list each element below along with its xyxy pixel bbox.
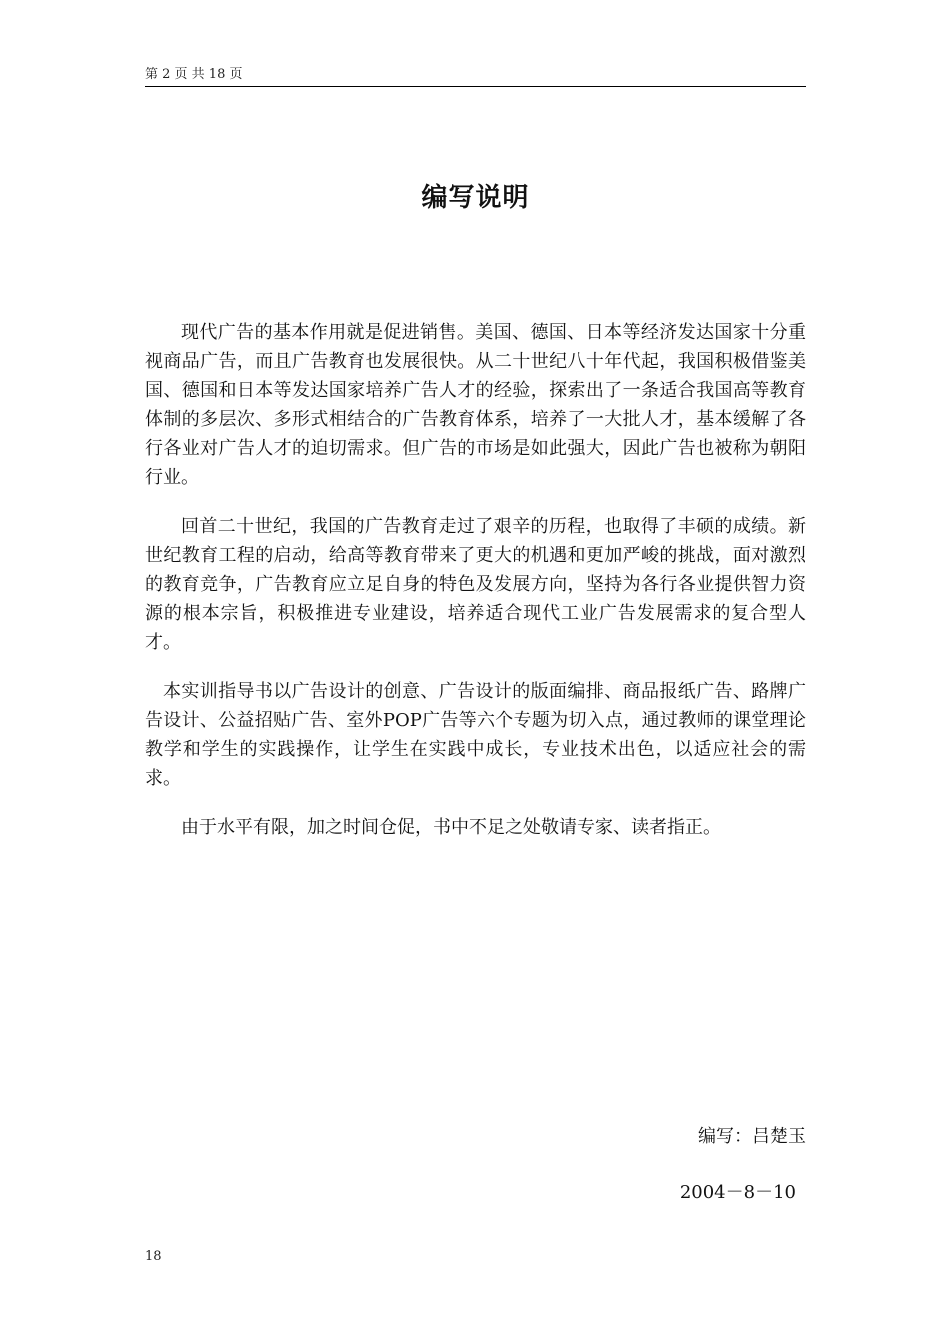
body-paragraph-1: 现代广告的基本作用就是促进销售。美国、德国、日本等经济发达国家十分重视商品广告，而且广告教育也发展很快。从二十世纪八十年代起，我国积极借鉴美国、德国和日本等发达国家培养广告人才的经验，探索出了一条适合我国高等教育体制的多层次、多形式相结合的广告教育体系，培养了一大批人才，基本缓解了各行各业对广告人才的迫切需求。但广告的市场是如此强大，因此广告也被称为朝阳行业。 bbox=[145, 322, 806, 488]
page-header-text: 第 2 页 共 18 页 bbox=[145, 67, 243, 82]
page-number: 18 bbox=[145, 1249, 162, 1264]
author-signature: 编写：吕楚玉 bbox=[698, 1126, 806, 1147]
page-title: 编写说明 bbox=[421, 183, 530, 213]
body-paragraph-4: 由于水平有限，加之时间仓促，书中不足之处敬请专家、读者指正。 bbox=[181, 817, 721, 838]
document-body bbox=[145, 318, 806, 842]
page-header bbox=[145, 66, 806, 87]
signature-date: 2004－8－10 bbox=[679, 1182, 796, 1203]
body-paragraph-2: 回首二十世纪，我国的广告教育走过了艰辛的历程，也取得了丰硕的成绩。新世纪教育工程的启动，给高等教育带来了更大的机遇和更加严峻的挑战，面对激烈的教育竞争，广告教育应立足自身的特色及发展方向，坚持为各行各业提供智力资源的根本宗旨，积极推进专业建设，培养适合现代工业广告发展需求的复合型人才。 bbox=[145, 516, 806, 653]
body-paragraph-3: 本实训指导书以广告设计的创意、广告设计的版面编排、商品报纸广告、路牌广告设计、公益招贴广告、室外POP广告等六个专题为切入点，通过教师的课堂理论教学和学生的实践操作，让学生在实践中成长，专业技术出色，以适应社会的需求。 bbox=[145, 681, 806, 789]
